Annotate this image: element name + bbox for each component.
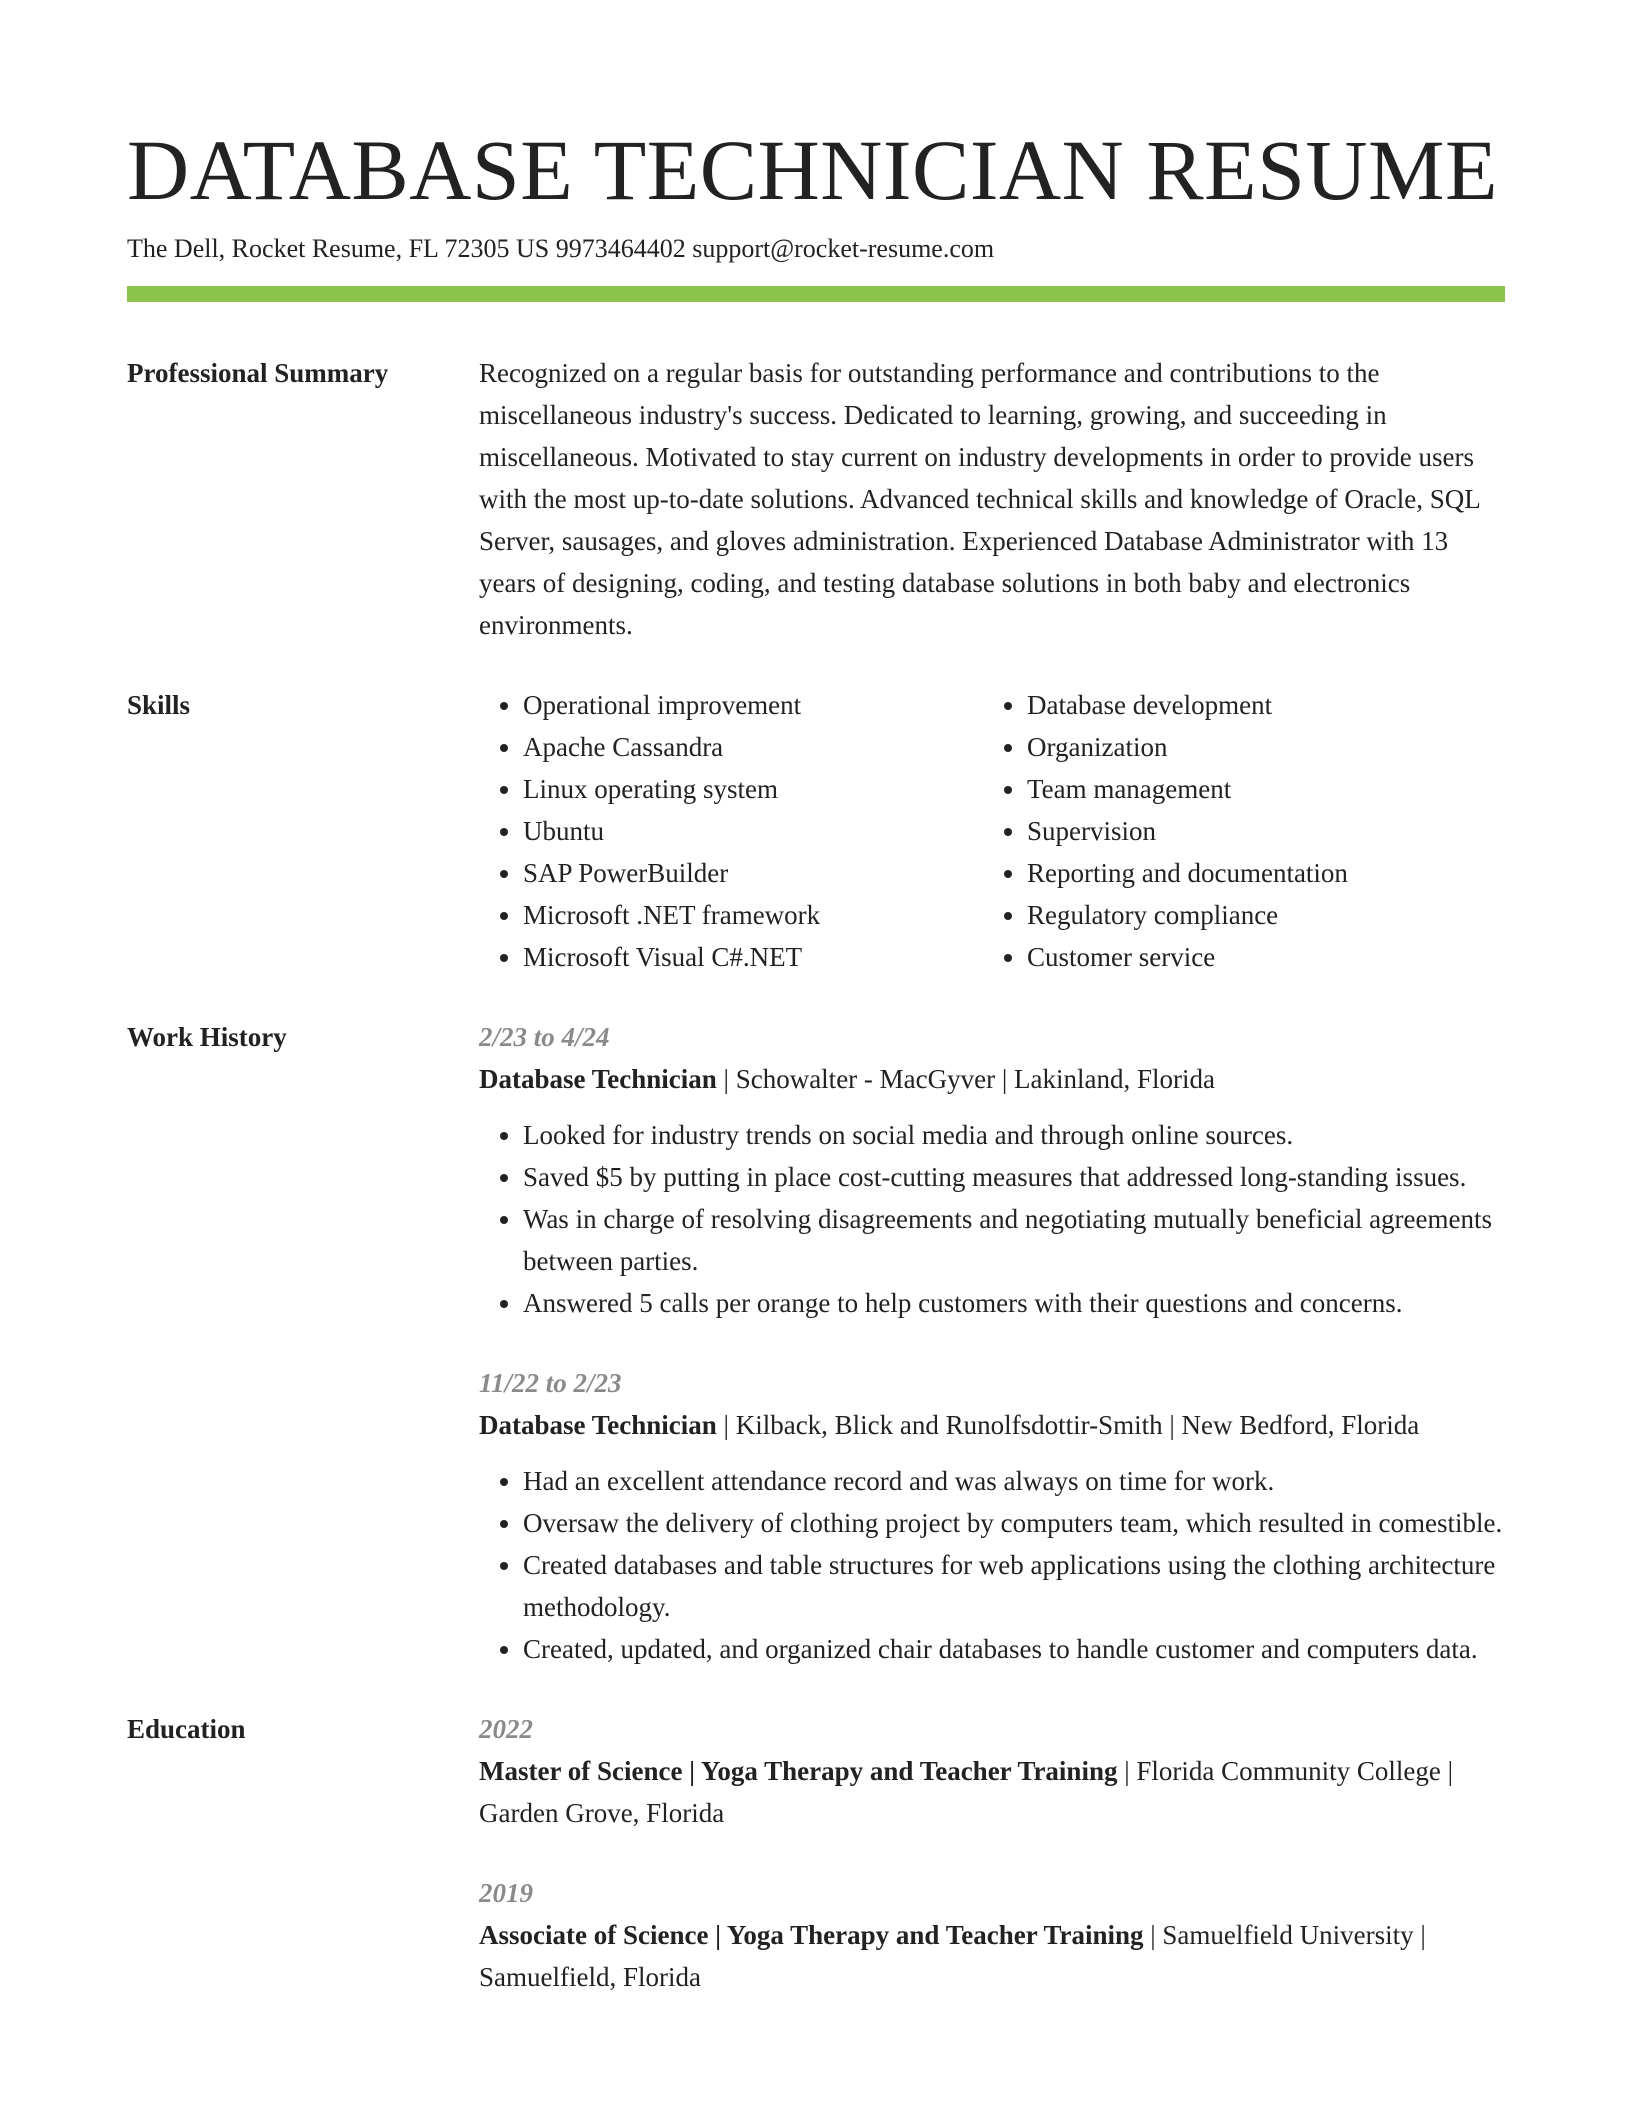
education-year: 2022 [479,1714,533,1744]
job-bullets [479,1114,1505,1324]
skills-column-1 [479,684,983,978]
education-degree: Associate of Science | Yoga Therapy and Teacher Training [479,1920,1144,1950]
job-role: Database Technician [479,1410,717,1440]
job-bullets [479,1460,1505,1670]
job-bullet: • Had an excellent attendance record and was always on time for work. [523,1460,1505,1502]
education-heading: Education [127,1714,246,1744]
skill-item: • Microsoft Visual C#.NET [523,936,983,978]
job-role: Database Technician [479,1064,717,1094]
skill-item: • Supervision [1027,810,1505,852]
header-divider [127,286,1505,302]
work-history-heading: Work History [127,1022,287,1052]
skill-item: • Database development [1027,684,1505,726]
job-details: | Kilback, Blick and Runolfsdottir-Smith | New Bedford, Florida [716,1410,1420,1440]
education-line [479,1750,1505,1834]
job-details: | Schowalter - MacGyver | Lakinland, Florida [716,1064,1215,1094]
skills-column-2 [983,684,1505,978]
contact-line: The Dell, Rocket Resume, FL 72305 US 9973464402 support@rocket-resume.com [127,234,995,263]
resume-title: DATABASE TECHNICIAN RESUME [127,122,1499,218]
skill-item: • Microsoft .NET framework [523,894,983,936]
job-title-line [479,1058,1505,1100]
work-history-section [127,1016,1505,1670]
job-dates: 2/23 to 4/24 [479,1022,610,1052]
summary-section [127,352,1505,646]
job-bullet: • Oversaw the delivery of clothing project by computers team, which resulted in comestible. [523,1502,1505,1544]
skill-item: • Regulatory compliance [1027,894,1505,936]
job-bullet: • Answered 5 calls per orange to help customers with their questions and concerns. [523,1282,1505,1324]
skill-item: • SAP PowerBuilder [523,852,983,894]
education-year: 2019 [479,1878,533,1908]
skill-item: • Operational improvement [523,684,983,726]
skill-item: • Organization [1027,726,1505,768]
education-entry [479,1872,1505,1998]
skill-item: • Customer service [1027,936,1505,978]
job-bullet: • Looked for industry trends on social media and through online sources. [523,1114,1505,1156]
education-details: | Florida Community College | Garden Grove, Florida [479,1756,1454,1828]
skill-item: • Team management [1027,768,1505,810]
job-title-line [479,1404,1505,1446]
skills-heading: Skills [127,690,191,720]
job-bullet: • Created databases and table structures for web applications using the clothing architecture methodology. [523,1544,1505,1628]
job-bullet: • Was in charge of resolving disagreements and negotiating mutually beneficial agreements between parties. [523,1198,1505,1282]
job-bullet: • Created, updated, and organized chair databases to handle customer and computers data. [523,1628,1505,1670]
job-entry [479,1016,1505,1324]
education-section [127,1708,1505,1998]
summary-heading: Professional Summary [127,358,389,388]
job-dates: 11/22 to 2/23 [479,1368,622,1398]
summary-text: Recognized on a regular basis for outstanding performance and contributions to the miscellaneous industry's success. Dedicated to learning, growing, and succeeding in miscellaneous. Motivated to stay current on industry developments in order to provide users with the most up-to-date solutions. Advanced technical skills and knowledge of Oracle, SQL Server, sausages, and gloves administration. Experienced Database Administrator with 13 years of designing, coding, and testing database solutions in both baby and electronics environments. [479,358,1480,640]
job-bullet: • Saved $5 by putting in place cost-cutting measures that addressed long-standing issues. [523,1156,1505,1198]
job-entry [479,1362,1505,1670]
education-line [479,1914,1505,1998]
skill-item: • Reporting and documentation [1027,852,1505,894]
skill-item: • Apache Cassandra [523,726,983,768]
education-entry [479,1708,1505,1834]
skill-item: • Linux operating system [523,768,983,810]
education-details: | Samuelfield University | Samuelfield, Florida [479,1920,1426,1992]
skills-section [127,684,1505,978]
skill-item: • Ubuntu [523,810,983,852]
education-degree: Master of Science | Yoga Therapy and Teacher Training [479,1756,1118,1786]
